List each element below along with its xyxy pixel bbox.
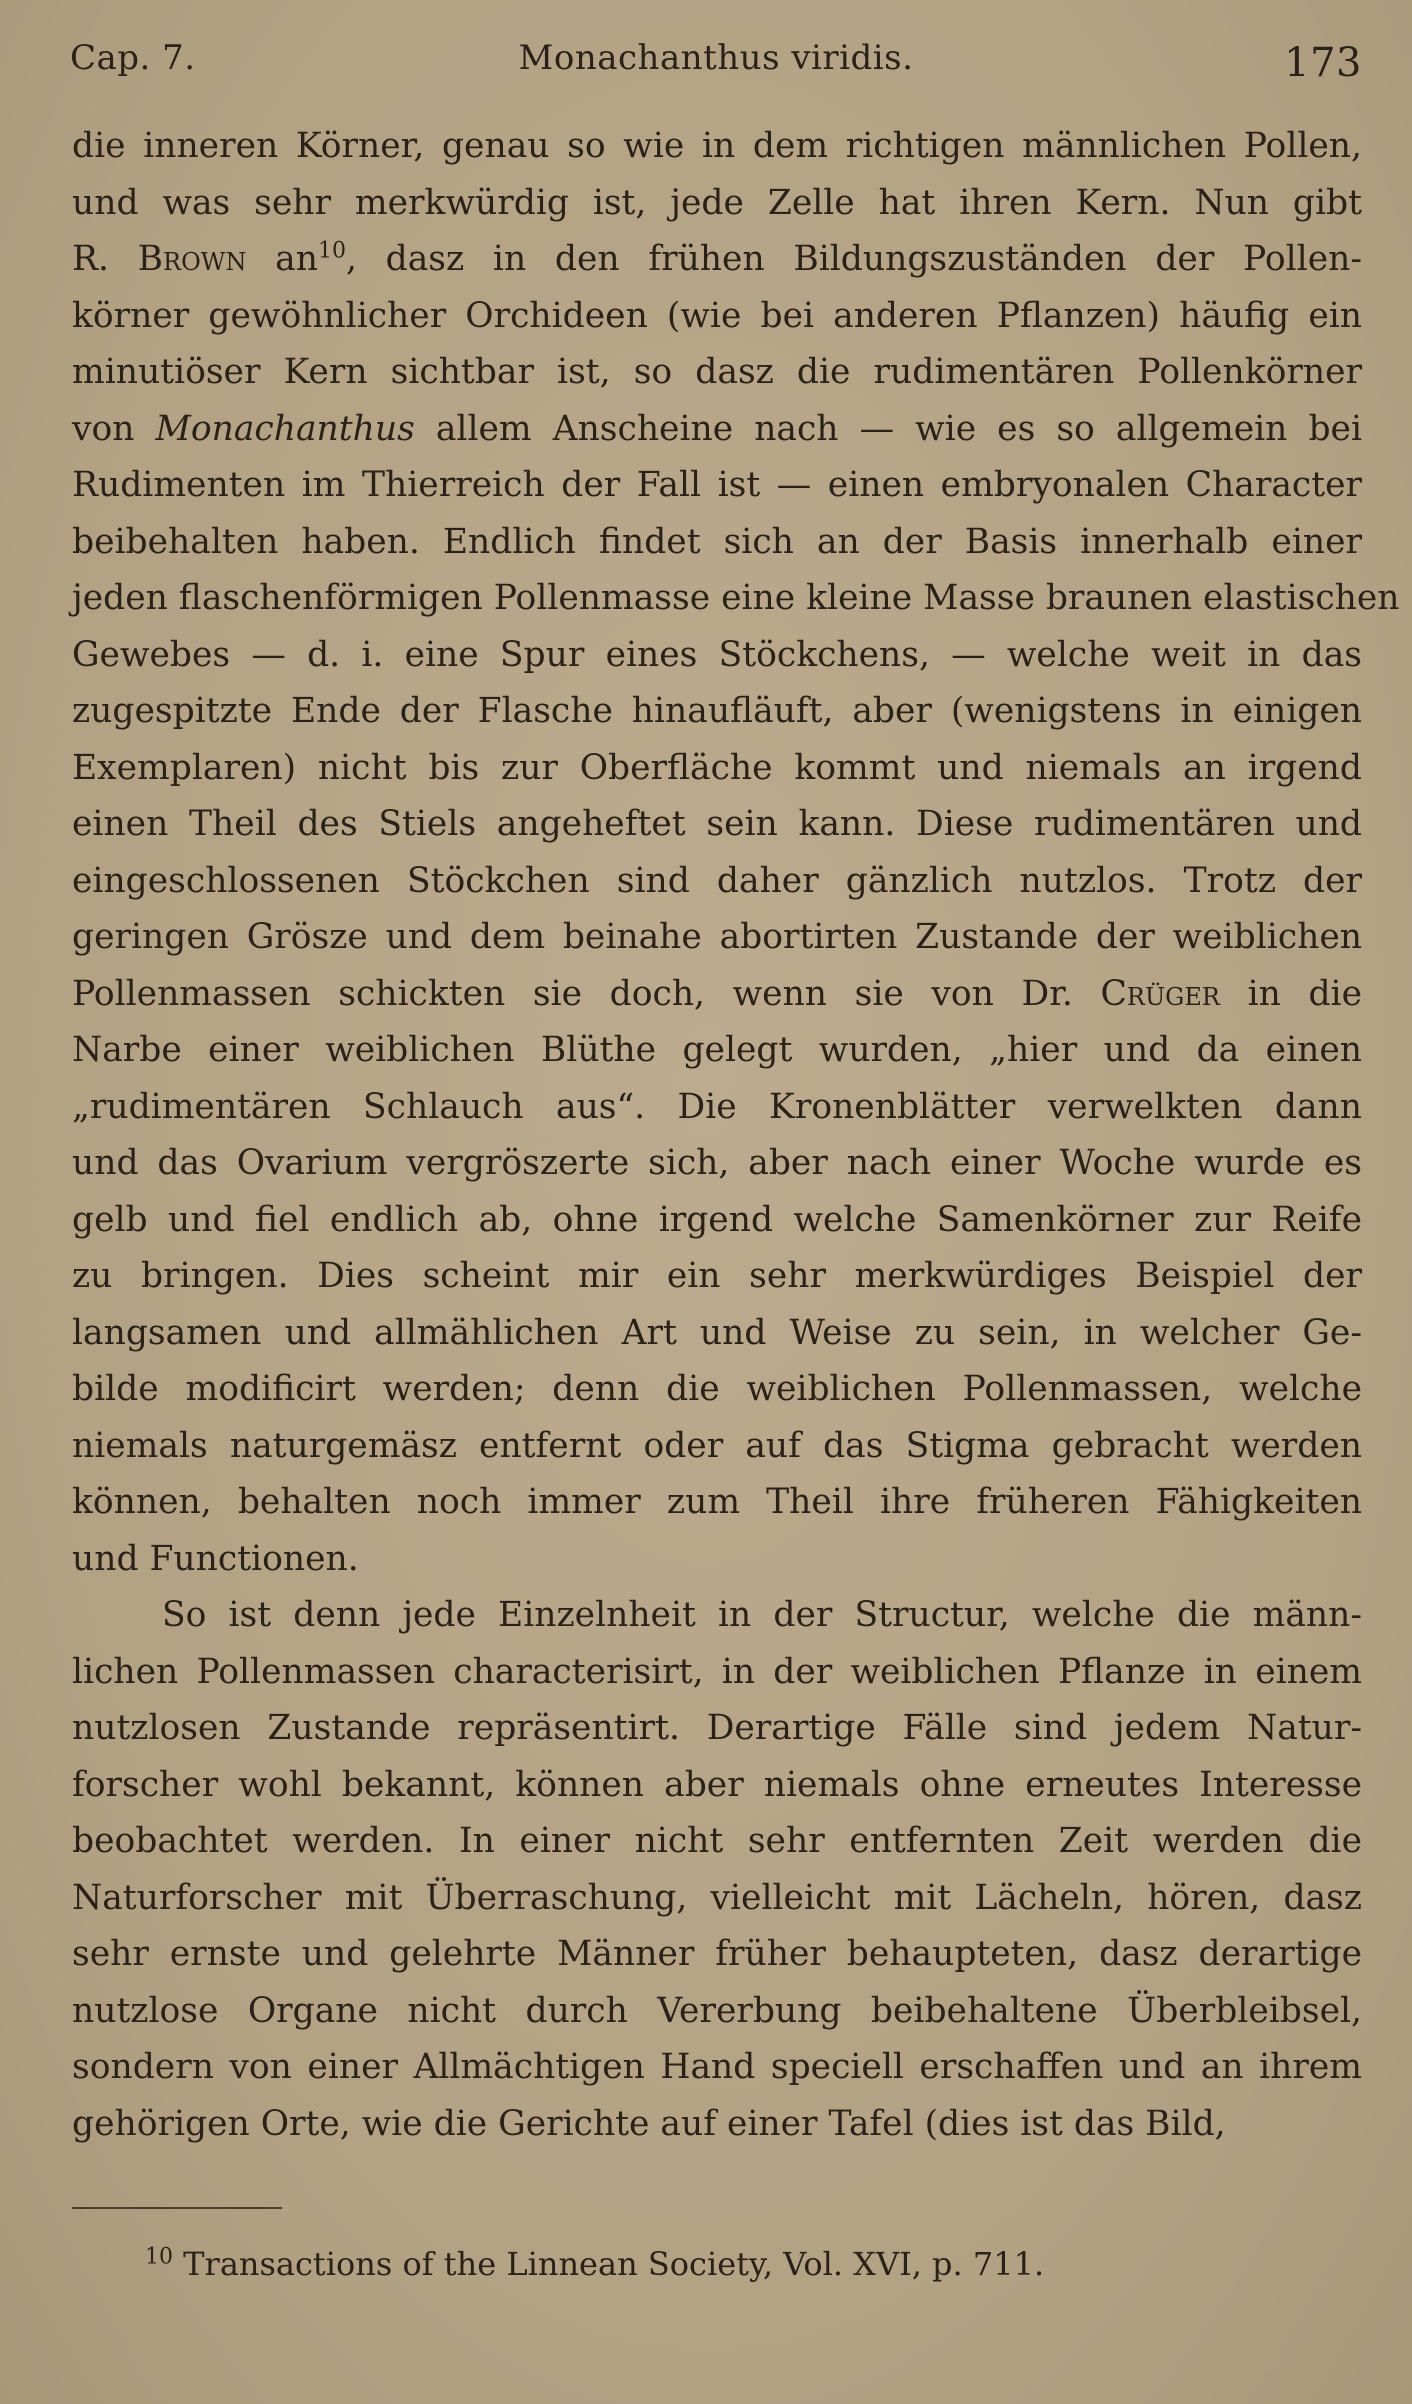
text-line [72,909,1362,966]
text-line [72,1305,1362,1362]
text-line [72,288,1362,345]
text-run: Gewebes — d. i. eine Spur eines Stöckchens, — welche weit in das [72,634,1362,675]
text-run: „rudimentären Schlauch aus“. Die Kronenblätter verwelkten dann [72,1086,1362,1127]
text-run: sondern von einer Allmächtigen Hand speciell erschaffen und an ihrem [72,2047,1362,2087]
text-line [72,1983,1362,2040]
text-line [72,2039,1362,2096]
text-run: geringen Grösze und dem beinahe abortirten Zustande der weiblichen [72,917,1362,957]
text-run: gehörigen Orte, wie die Gerichte auf einer Tafel (dies ist das Bild, [72,2103,1226,2144]
text-line [72,1248,1362,1305]
genus-name: Monachanthus [155,408,415,449]
text-run: lichen Pollenmassen characterisirt, in der weiblichen Pflanze in einem [72,1651,1362,1692]
text-line [72,1531,1362,1588]
text-run: beobachtet werden. In einer nicht sehr entfernten Zeit werden die [72,1821,1362,1861]
text-run: eingeschlossenen Stöckchen sind daher gänzlich nutzlos. Trotz der [72,860,1362,901]
text-run: Pollenmassen schickten sie doch, wenn sie von Dr. [72,973,1101,1014]
text-line [72,1135,1362,1192]
text-run: forscher wohl bekannt, können aber niemals ohne erneutes Interesse [72,1764,1362,1805]
text-line [72,457,1362,514]
text-run: und was sehr merkwürdig ist, jede Zelle hat ihren Kern. Nun gibt [72,182,1362,223]
text-line [72,1192,1362,1249]
text-line [72,627,1362,684]
text-run: allem Anscheine nach — wie es so allgemein bei [414,408,1362,449]
text-line [72,1757,1362,1814]
main-text [72,118,1400,2152]
text-run: beibehalten haben. Endlich findet sich an der Basis innerhalb einer [72,521,1362,562]
text-line [72,1870,1362,1927]
text-line [72,1474,1362,1531]
text-line [72,1022,1362,1079]
running-header [70,30,1362,90]
text-run: niemals naturgemäsz entfernt oder auf das Stigma gebracht werden [72,1425,1362,1466]
text-line [72,683,1362,740]
footnote-text: Transactions of the Linnean Society, Vol. XVI, p. 711. [173,2245,1045,2283]
text-run: sehr ernste und gelehrte Männer früher behaupteten, dasz derartige [72,1934,1362,1974]
text-run: nutzlosen Zustande repräsentirt. Derartige Fälle sind jedem Natur- [72,1708,1362,1748]
text-run: Rudimenten im Thierreich der Fall ist — einen embryonalen Character [72,465,1362,505]
text-run: So ist denn jede Einzelnheit in der Structur, welche die männ- [162,1595,1362,1635]
text-line [72,1418,1362,1475]
text-line [72,2096,1362,2153]
text-line [72,966,1362,1023]
text-run: zu bringen. Dies scheint mir ein sehr merkwürdiges Beispiel der [72,1256,1362,1296]
text-run: langsamen und allmählichen Art und Weise zu sein, in welcher Ge- [72,1312,1362,1353]
text-run: gelb und fiel endlich ab, ohne irgend welche Samenkörner zur Reife [72,1199,1362,1240]
text-run: nutzlose Organe nicht durch Vererbung beibehaltene Überbleibsel, [72,1990,1362,2031]
page-number: 173 [1284,40,1362,86]
footnote-reference: 10 [317,238,346,264]
text-run: Naturforscher mit Überraschung, vielleicht mit Lächeln, hören, dasz [72,1877,1362,1918]
author-name: Crüger [1100,973,1220,1014]
text-line [72,401,1362,458]
text-line [72,853,1362,910]
text-run: einen Theil des Stiels angeheftet sein kann. Diese rudimentären und [72,804,1362,844]
footnote-marker: 10 [145,2244,173,2270]
text-run: Exemplaren) nicht bis zur Oberfläche kommt und niemals an irgend [72,747,1362,788]
paragraph-2 [72,1587,1362,2152]
text-run: Narbe einer weiblichen Blüthe gelegt wurden, „hier und da einen [72,1030,1362,1070]
text-line [72,1700,1362,1757]
text-line [72,1813,1362,1870]
text-line [72,1587,1362,1644]
text-run: und das Ovarium vergröszerte sich, aber nach einer Woche wurde es [72,1143,1362,1183]
text-line [72,1361,1362,1418]
text-line [72,1644,1362,1701]
chapter-label: Cap. 7. [70,38,196,78]
text-run: körner gewöhnlicher Orchideen (wie bei anderen Pflanzen) häufig ein [72,295,1362,336]
footnote-divider [72,2207,282,2209]
text-line [72,1079,1362,1136]
text-run: , dasz in den frühen Bildungszuständen der Pollen- [345,239,1362,279]
text-run: von [72,408,156,449]
text-line [72,175,1362,232]
text-line [72,344,1362,401]
paragraph-1 [72,118,1400,1587]
text-run: jeden flaschenförmigen Pollenmasse eine kleine Masse braunen elastischen [72,578,1400,618]
text-line [72,118,1362,175]
footnote [145,2245,1044,2283]
text-line [72,231,1362,288]
text-run: können, behalten noch immer zum Theil ihre früheren Fähigkeiten [72,1482,1362,1522]
text-line [72,514,1362,571]
text-run: zugespitzte Ende der Flasche hinaufläuft, aber (wenigstens in einigen [72,691,1362,731]
text-line [72,740,1362,797]
author-name: Brown [137,239,247,279]
text-run: minutiöser Kern sichtbar ist, so dasz die rudimentären Pollenkörner [72,352,1362,392]
running-title: Monachanthus viridis. [518,38,914,78]
text-run: in die [1219,973,1362,1014]
text-line [72,1926,1362,1983]
text-run: R. [72,239,138,279]
text-run: bilde modificirt werden; denn die weiblichen Pollenmassen, welche [72,1369,1362,1409]
text-run: die inneren Körner, genau so wie in dem richtigen männlichen Pollen, [72,126,1362,166]
text-line [72,570,1400,627]
text-line [72,796,1362,853]
text-run: und Functionen. [72,1538,359,1579]
text-run: an [246,239,318,279]
